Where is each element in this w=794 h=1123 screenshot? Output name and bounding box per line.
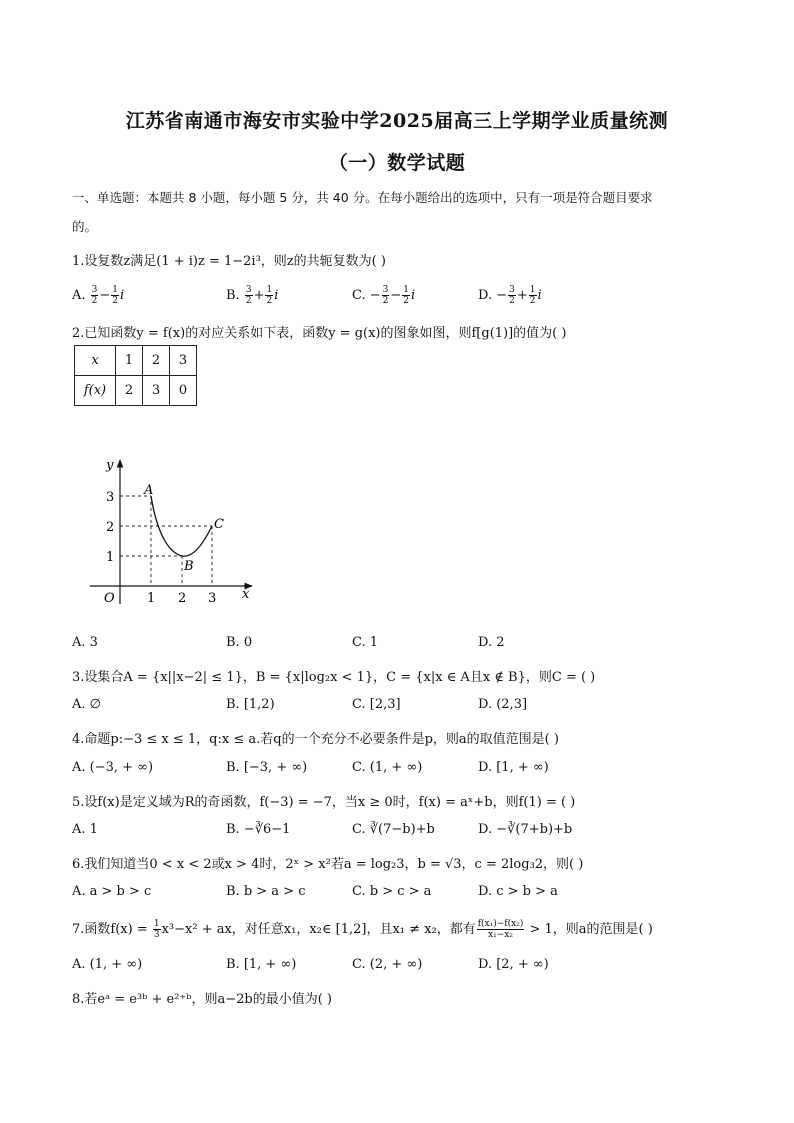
- q1-option-a[interactable]: A. $\frac{3}{2}$ − $\frac{1}{2}$ i: [72, 285, 125, 306]
- table-row: [75, 346, 197, 376]
- y-tick-label: 3: [106, 490, 115, 505]
- x-tick-label: 2: [178, 591, 187, 606]
- table-cell: 3: [170, 346, 197, 376]
- x-axis-label: x: [242, 587, 250, 602]
- fraction: $\frac{3}{2}$: [91, 285, 98, 306]
- function-table: [74, 345, 197, 406]
- origin-label: O: [104, 591, 115, 606]
- question-5-options: [72, 822, 722, 842]
- table-cell: x: [75, 346, 116, 376]
- fraction: $\frac{1}{2}$: [403, 285, 410, 306]
- question-6-options: [72, 884, 722, 904]
- q6-option-d[interactable]: D. c > b > a: [478, 884, 558, 899]
- section-heading: 一、单选题：本题共 8 小题，每小题 5 分，共 40 分。在每小题给出的选项中，只有一项是符合题目要求: [72, 190, 653, 205]
- q5-option-b[interactable]: B. −∛6−1: [226, 822, 291, 837]
- q7-option-d[interactable]: D. [2, + ∞): [478, 957, 549, 972]
- table-cell: 2: [143, 346, 170, 376]
- x-tick-label: 3: [208, 591, 217, 606]
- question-7-stem: 7.函数f(x) = $\frac{1}{3}$ x³−x² + ax，对任意x₁，x₂∈ [1,2]，且x₁ ≠ x₂，都有 $\frac{\text{f(x₁)−f(x₂)}}{\text{x₁−x₂}}$ > 1，则a的范围是( ): [72, 919, 653, 940]
- question-8-stem: 8.若eᵃ = e³ᵇ + e²⁺ᵇ，则a−2b的最小值为( ): [72, 992, 333, 1007]
- q1-option-d[interactable]: D. − $\frac{3}{2}$ + $\frac{1}{2}$ i: [478, 285, 542, 306]
- fraction: $\frac{1}{2}$: [112, 285, 119, 306]
- exam-title-line2: （一）数学试题: [328, 152, 466, 174]
- point-c-label: C: [214, 517, 224, 532]
- fraction: $\frac{1}{2}$: [529, 285, 536, 306]
- question-1-stem: 1.设复数z满足(1 + i)z = 1−2i³，则z的共轭复数为( ): [72, 254, 386, 269]
- fraction: $\frac{1}{3}$: [153, 919, 160, 940]
- y-tick-label: 2: [106, 520, 115, 535]
- q7-option-c[interactable]: C. (2, + ∞): [352, 957, 423, 972]
- question-4-options: [72, 760, 722, 780]
- q3-option-b[interactable]: B. [1,2): [226, 697, 275, 712]
- q3-option-c[interactable]: C. [2,3]: [352, 697, 401, 712]
- question-2-options: [72, 635, 722, 655]
- q5-option-c[interactable]: C. ∛(7−b)+b: [352, 822, 435, 837]
- exam-title-line1: 江苏省南通市海安市实验中学2025届高三上学期学业质量统测: [125, 110, 669, 132]
- question-7-options: [72, 957, 722, 977]
- q6-option-c[interactable]: C. b > c > a: [352, 884, 432, 899]
- q1-option-c[interactable]: C. − $\frac{3}{2}$ − $\frac{1}{2}$ i: [352, 285, 416, 306]
- fraction: $\frac{1}{2}$: [266, 285, 273, 306]
- q1-option-b[interactable]: B. $\frac{3}{2}$ + $\frac{1}{2}$ i: [226, 285, 279, 306]
- q3-option-a[interactable]: A. ∅: [72, 697, 101, 712]
- fraction: $\frac{3}{2}$: [245, 285, 252, 306]
- table-row: [75, 376, 197, 406]
- q6-option-b[interactable]: B. b > a > c: [226, 884, 306, 899]
- q6-option-a[interactable]: A. a > b > c: [72, 884, 152, 899]
- question-1-options: [72, 285, 722, 305]
- table-cell: 3: [143, 376, 170, 406]
- fraction: $\frac{\text{f(x₁)−f(x₂)}}{\text{x₁−x₂}}$: [477, 919, 524, 940]
- q2-option-a[interactable]: A. 3: [72, 635, 98, 650]
- question-2-stem: 2.已知函数y = f(x)的对应关系如下表，函数y = g(x)的图象如图，则f[g(1)]的值为( ): [72, 326, 567, 341]
- fraction: $\frac{3}{2}$: [382, 285, 389, 306]
- q4-option-d[interactable]: D. [1, + ∞): [478, 760, 549, 775]
- table-cell: f(x): [75, 376, 116, 406]
- q7-option-b[interactable]: B. [1, + ∞): [226, 957, 297, 972]
- question-6-stem: 6.我们知道当0 < x < 2或x > 4时，2ˣ > x²若a = log₂3，b = √3，c = 2log₃2，则( ): [72, 857, 584, 872]
- x-tick-label: 1: [147, 591, 156, 606]
- point-a-label: A: [144, 483, 154, 498]
- q2-option-d[interactable]: D. 2: [478, 635, 505, 650]
- q4-option-c[interactable]: C. (1, + ∞): [352, 760, 423, 775]
- question-3-options: [72, 697, 722, 717]
- y-axis-label: y: [106, 458, 114, 473]
- question-5-stem: 5.设f(x)是定义域为R的奇函数，f(−3) = −7，当x ≥ 0时，f(x) = aˣ+b，则f(1) = ( ): [72, 795, 576, 810]
- fraction: $\frac{3}{2}$: [509, 285, 515, 306]
- q7-option-a[interactable]: A. (1, + ∞): [72, 957, 143, 972]
- q2-option-b[interactable]: B. 0: [226, 635, 253, 650]
- section-heading-cont: 的。: [72, 219, 98, 234]
- table-cell: 1: [116, 346, 143, 376]
- y-tick-label: 1: [106, 550, 115, 565]
- table-cell: 2: [116, 376, 143, 406]
- table-cell: 0: [170, 376, 197, 406]
- function-graph: [84, 452, 264, 612]
- q3-option-d[interactable]: D. (2,3]: [478, 697, 528, 712]
- q5-option-a[interactable]: A. 1: [72, 822, 98, 837]
- q4-option-a[interactable]: A. (−3, + ∞): [72, 760, 154, 775]
- q2-option-c[interactable]: C. 1: [352, 635, 379, 650]
- q5-option-d[interactable]: D. −∛(7+b)+b: [478, 822, 573, 837]
- q4-option-b[interactable]: B. [−3, + ∞): [226, 760, 308, 775]
- question-4-stem: 4.命题p:−3 ≤ x ≤ 1，q:x ≤ a.若q的一个充分不必要条件是p，则a的取值范围是( ): [72, 732, 559, 747]
- point-b-label: B: [184, 559, 194, 574]
- question-3-stem: 3.设集合A = {x||x−2| ≤ 1}，B = {x|log₂x < 1}，C = {x|x ∈ A且x ∉ B}，则C = ( ): [72, 670, 596, 685]
